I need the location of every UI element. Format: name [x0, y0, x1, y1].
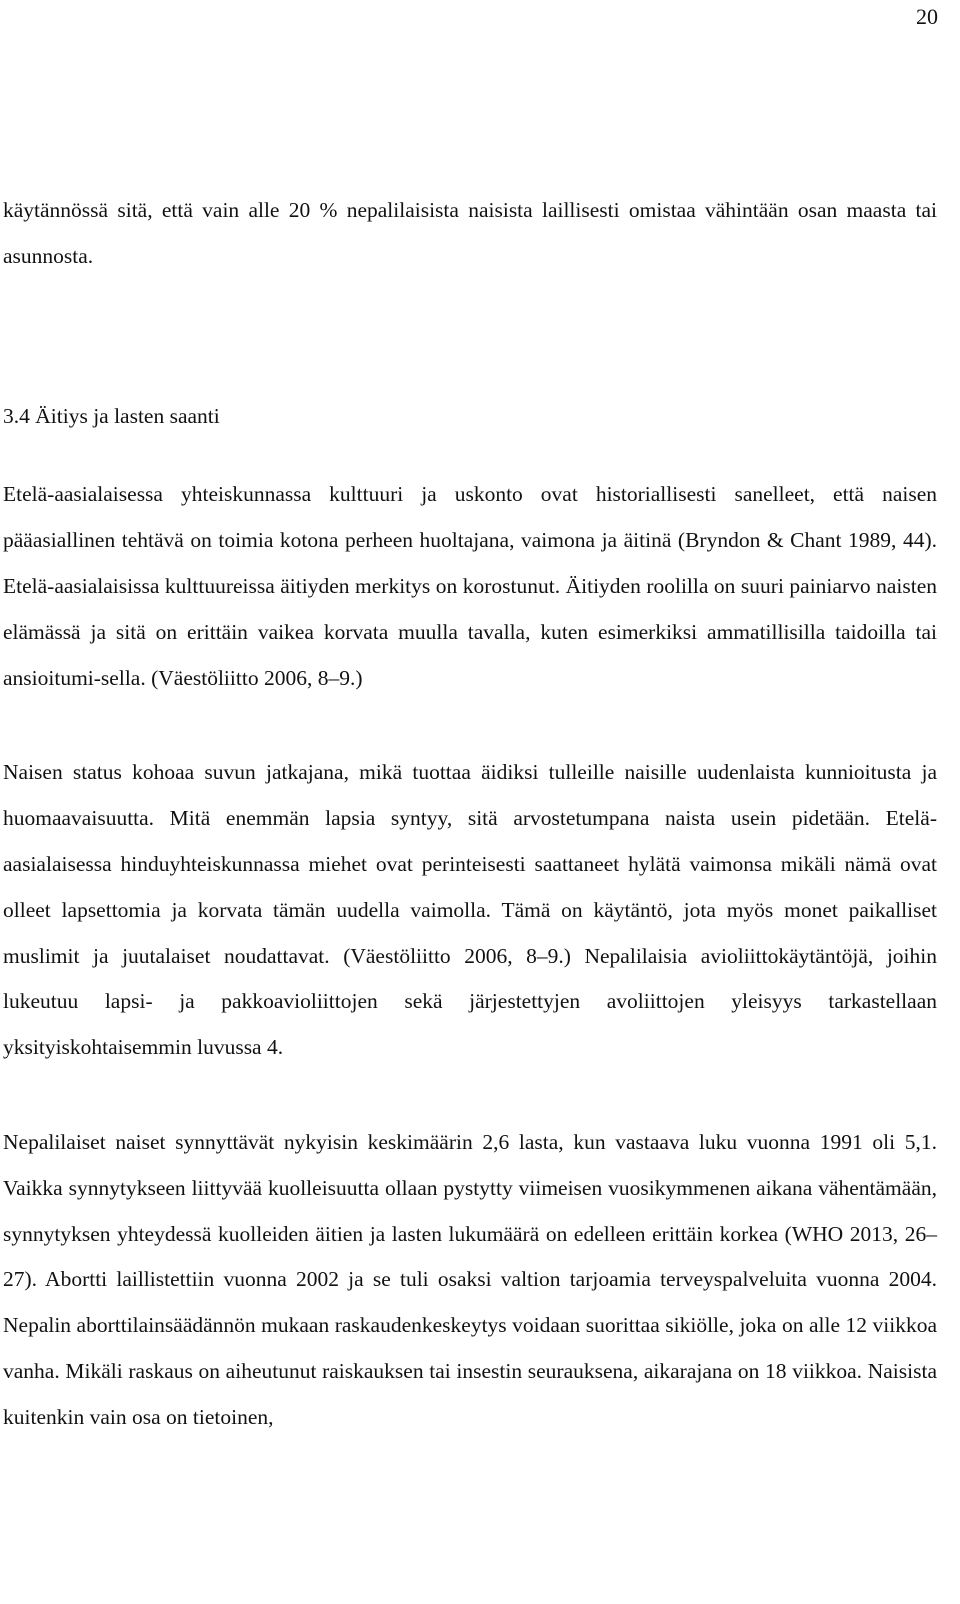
paragraph-2: Naisen status kohoaa suvun jatkajana, mikä tuottaa äidiksi tulleille naisille uudenlaista kunnioitusta ja huomaavaisuutta. Mitä enemmän lapsia syntyy, sitä arvostetumpana naista usein pidetään. Etelä-aasialaisessa hinduyhteiskunnassa miehet ovat perinteisesti saattaneet hylätä vaimonsa mikäli nämä ovat olleet lapsettomia ja korvata tämän uudella vaimolla. Tämä on käytäntö, jota myös monet paikalliset muslimit ja juutalaiset noudattavat. (Väestöliitto 2006, 8–9.) Nepalilaisia avioliittokäytäntöjä, joihin lukeutuu lapsi- ja pakkoavioliittojen sekä järjestettyjen avoliittojen yleisyys tarkastellaan yksityiskohtaisemmin luvussa 4. [3, 760, 937, 1060]
section-spacer [3, 280, 937, 394]
paragraph-spacer [3, 701, 937, 750]
paragraph-1: Etelä-aasialaisessa yhteiskunnassa kulttuuri ja uskonto ovat historiallisesti sanelleet, että naisen pääasiallinen tehtävä on toimia kotona perheen huoltajana, vaimona ja äitinä (Bryndon & Chant 1989, 44). Etelä-aasialaisissa kulttuureissa äitiyden merkitys on korostunut. Äitiyden roolilla on suuri painiarvo naisten elämässä ja sitä on erittäin vaikea korvata muulla tavalla, kuten esimerkiksi ammatillisilla taidoilla tai ansioitumi-sella. (Väestöliitto 2006, 8–9.) [3, 482, 937, 690]
intro-paragraph: käytännössä sitä, että vain alle 20 % nepalilaisista naisista laillisesti omistaa vähintään osan maasta tai asunnosta. [3, 198, 937, 268]
paragraph-spacer [3, 1071, 937, 1120]
paragraph-3: Nepalilaiset naiset synnyttävät nykyisin keskimäärin 2,6 lasta, kun vastaava luku vuonna 1991 oli 5,1. Vaikka synnytykseen liittyvää kuolleisuutta ollaan pystytty viimeisen vuosikymmenen aikana vähentämään, synnytyksen yhteydessä kuolleiden äitien ja lasten lukumäärä on edelleen erittäin korkea (WHO 2013, 26–27). Abortti laillistettiin vuonna 2002 ja se tuli osaksi valtion tarjoamia terveyspalveluita vuonna 2004. Nepalin aborttilainsäädännön mukaan raskaudenkeskeytys voidaan suorittaa sikiölle, joka on alle 12 viikkoa vanha. Mikäli raskaus on aiheutunut raiskauksen tai insestin seurauksena, aikarajana on 18 viikkoa. Naisista kuitenkin vain osa on tietoinen, [3, 1129, 937, 1429]
heading-spacer [3, 439, 937, 472]
section-heading: 3.4 Äitiys ja lasten saanti [3, 403, 220, 428]
document-body [3, 188, 937, 1441]
page-number: 20 [916, 4, 938, 29]
